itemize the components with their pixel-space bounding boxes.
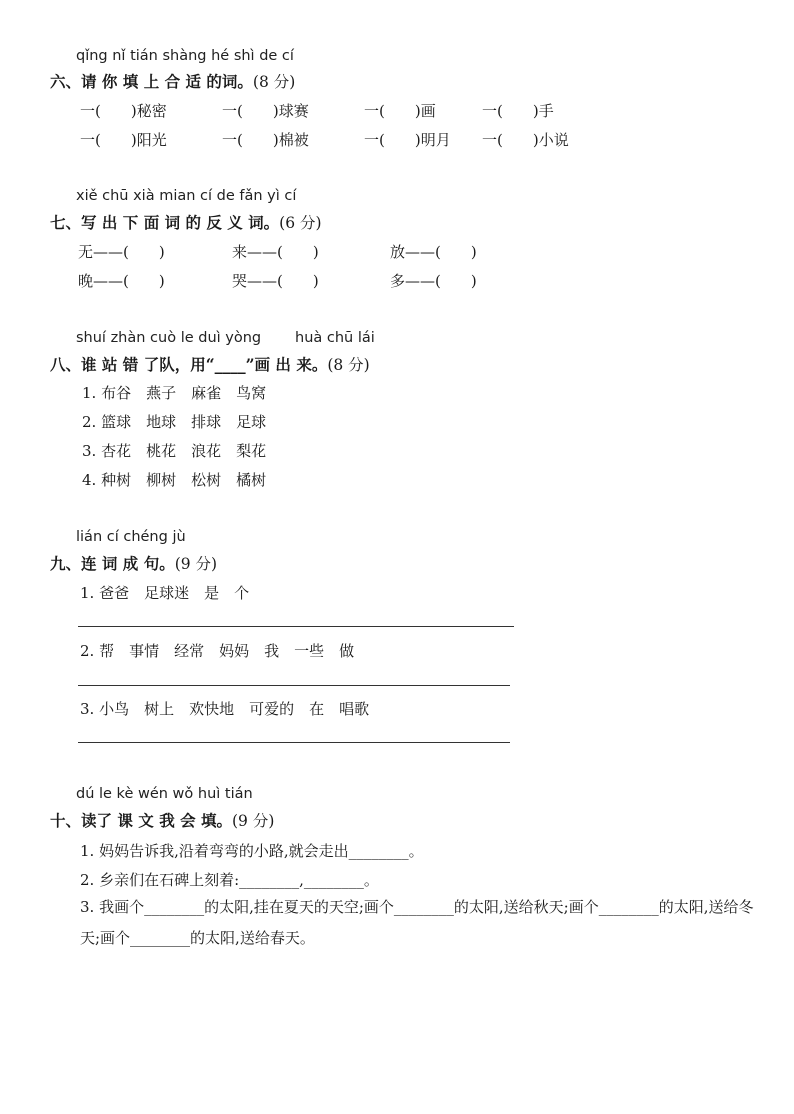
s8-item-4: 4. 种树 柳树 松树 橘树 (82, 471, 267, 489)
section9-pinyin: lián cí chéng jù (76, 529, 186, 545)
s7-r2-c3: 多——( ) (390, 272, 477, 290)
section10-pinyin: dú le kè wén wǒ huì tián (76, 786, 253, 802)
section6-heading: 六、请 你 填 上 合 适 的词。(8 分) (50, 72, 296, 91)
s8-item-3: 3. 杏花 桃花 浪花 梨花 (82, 442, 267, 460)
section7-heading: 七、写 出 下 面 词 的 反 义 词。(6 分) (50, 213, 322, 232)
section10-heading: 十、读了 课 文 我 会 填。(9 分) (50, 811, 275, 830)
section8-points: (8 分) (327, 356, 370, 374)
answer-line-2 (78, 685, 510, 686)
section7-points: (6 分) (279, 214, 322, 232)
section8-heading: 八、谁 站 错 了队，用“____”画 出 来。(8 分) (50, 355, 370, 374)
answer-line-3 (78, 742, 510, 743)
s10-item-1: 1. 妈妈告诉我,沿着弯弯的小路,就会走出________。 (80, 842, 424, 860)
answer-line-1 (78, 626, 514, 627)
s8-item-2: 2. 篮球 地球 排球 足球 (82, 413, 267, 431)
section6-pinyin: qǐng nǐ tián shàng hé shì de cí (76, 48, 294, 64)
s9-item-2: 2. 帮 事情 经常 妈妈 我 一些 做 (80, 642, 355, 660)
s10-item-2: 2. 乡亲们在石碑上刻着:________,________。 (80, 871, 379, 889)
section6-points: (8 分) (252, 73, 296, 91)
s6-r2-c4: 一( )小说 (482, 131, 569, 149)
section8-pinyin-b: huà chū lái (295, 330, 375, 346)
s9-item-3: 3. 小鸟 树上 欢快地 可爱的 在 唱歌 (80, 700, 370, 718)
s6-r1-c4: 一( )手 (482, 102, 554, 120)
s6-r2-c2: 一( )棉被 (222, 131, 309, 149)
s6-r1-c3: 一( )画 (364, 102, 436, 120)
s7-r2-c1: 晚——( ) (78, 272, 165, 290)
s7-r2-c2: 哭——( ) (232, 272, 319, 290)
s7-r1-c1: 无——( ) (78, 243, 165, 261)
s6-r2-c3: 一( )明月 (364, 131, 451, 149)
s6-r1-c1: 一( )秘密 (80, 102, 167, 120)
section7-pinyin: xiě chū xià mian cí de fǎn yì cí (76, 188, 297, 204)
section10-points: (9 分) (231, 812, 275, 830)
s6-r1-c2: 一( )球赛 (222, 102, 309, 120)
section9-points: (9 分) (174, 555, 218, 573)
section8-pinyin-a: shuí zhàn cuò le duì yòng (76, 330, 262, 346)
s7-r1-c2: 来——( ) (232, 243, 319, 261)
s9-item-1: 1. 爸爸 足球迷 是 个 (80, 584, 250, 602)
s10-item-3: 3. 我画个________的太阳,挂在夏天的天空;画个________的太阳,送给秋天;画个________的太阳,送给冬天;画个________的太阳,送给春天。 (80, 898, 754, 947)
section9-heading: 九、连 词 成 句。(9 分) (50, 554, 218, 573)
s6-r2-c1: 一( )阳光 (80, 131, 167, 149)
s8-item-1: 1. 布谷 燕子 麻雀 鸟窝 (82, 384, 267, 402)
s7-r1-c3: 放——( ) (390, 243, 477, 261)
